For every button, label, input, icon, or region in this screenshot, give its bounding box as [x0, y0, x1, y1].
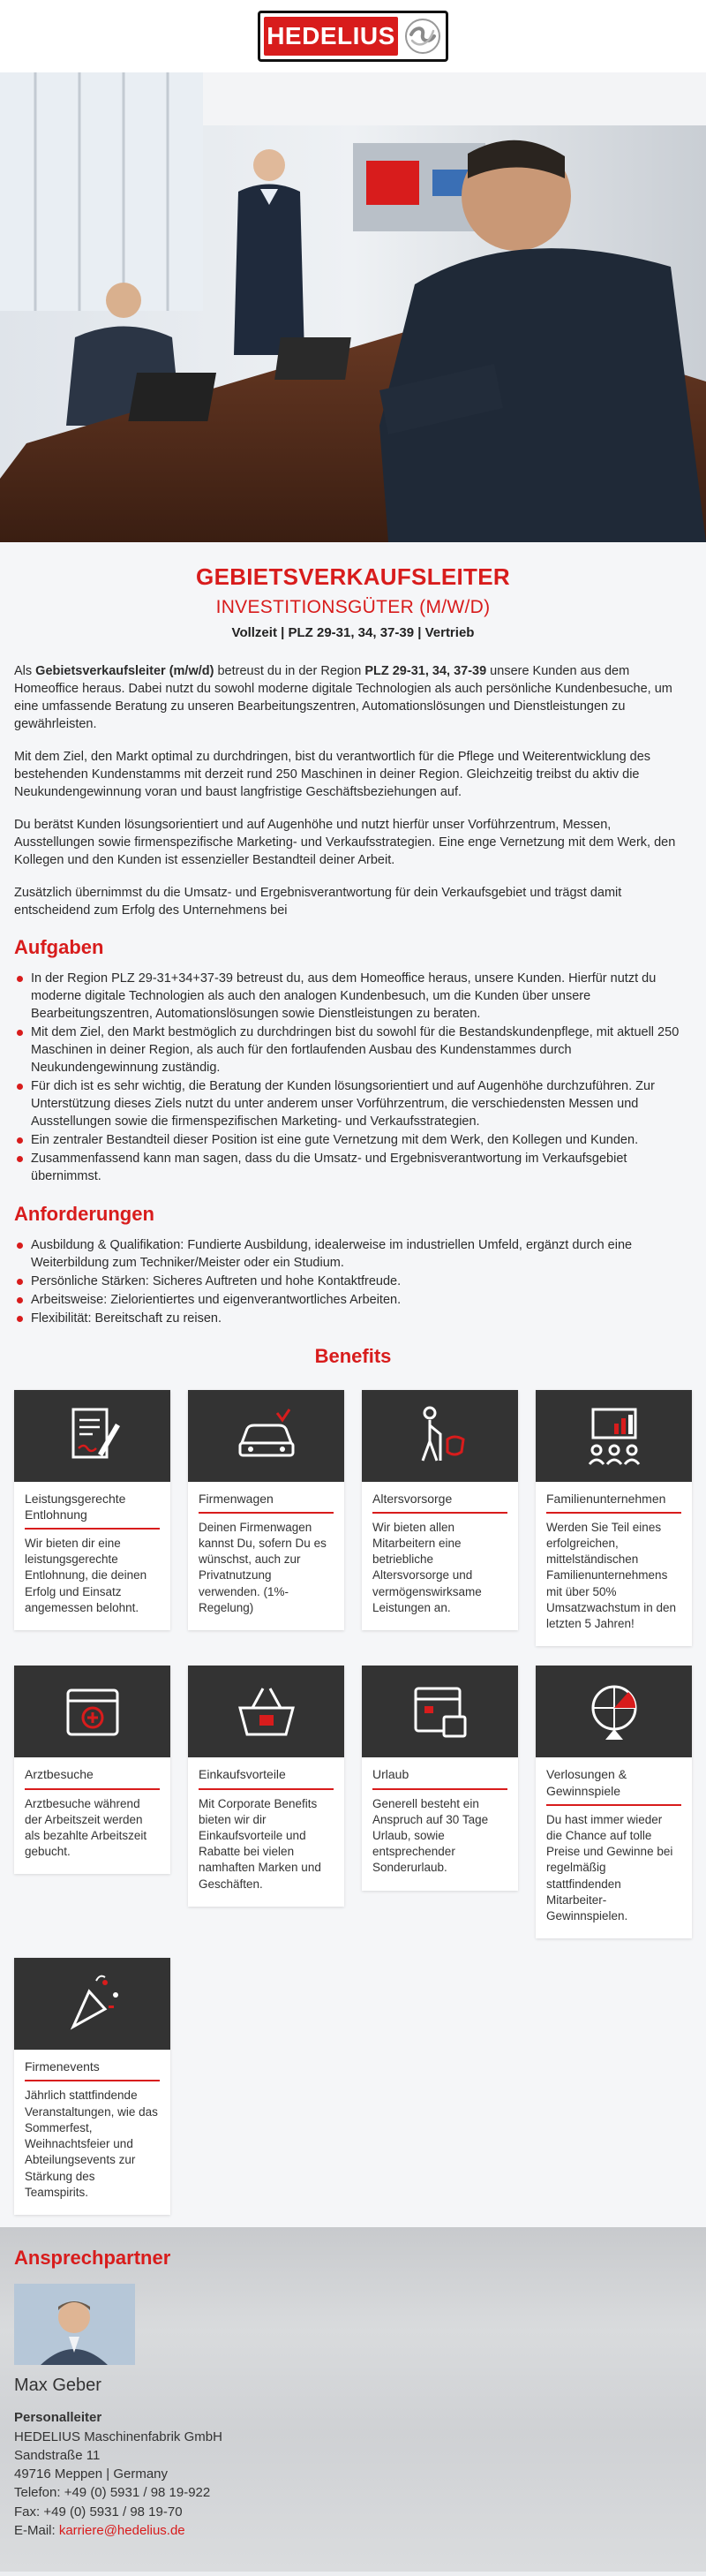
anforderungen-heading: Anforderungen	[14, 1202, 154, 1225]
benefit-image	[14, 1666, 170, 1757]
avatar	[14, 2284, 135, 2365]
job-title-block	[0, 542, 706, 650]
contact-company: HEDELIUS Maschinenfabrik GmbH	[14, 2429, 222, 2444]
job-subtitle: INVESTITIONSGÜTER (M/W/D)	[215, 596, 491, 617]
benefit-title: Arztbesuche	[25, 1766, 160, 1789]
intro-paragraph-4: Zusätzlich übernimmst du die Umsatz- und Ergebnisverantwortung für dein Verkaufsgebiet und trägst damit entscheidend zum Erfolg des Unternehmens bei	[14, 885, 622, 918]
benefit-image	[188, 1390, 344, 1482]
contact-heading: Ansprechpartner	[14, 2246, 171, 2269]
benefit-text: Mit Corporate Benefits bieten wir dir Einkaufsvorteile und Rabatte bei vielen namhaften Marken und Geschäften.	[199, 1796, 321, 1891]
benefit-text: Wir bieten allen Mitarbeitern eine betriebliche Altersvorsorge und vermögenswirksame Leistungen an.	[372, 1520, 482, 1614]
intro-paragraph-2: Mit dem Ziel, den Markt optimal zu durchdringen, bist du verantwortlich für die Pflege und Weiterentwicklung des bestehenden Kundenstamms mit derzeit rund 250 Maschinen in deiner Region. Gleichzeitig treibst du aktiv die Neukundengewinnung voran und baust langfristige Geschäftsbeziehungen auf.	[14, 749, 651, 799]
benefit-card	[536, 1666, 692, 1938]
contact-email-link[interactable]: karriere@hedelius.de	[58, 2523, 185, 2539]
benefit-title: Firmenwagen	[199, 1491, 334, 1514]
shopping-basket-icon	[228, 1673, 305, 1750]
list-item: Ein zentraler Bestandteil dieser Position ist eine gute Vernetzung mit dem Werk, den Kollegen und Kunden.	[14, 1131, 692, 1149]
benefit-card	[536, 1390, 692, 1647]
meeting-room-photo	[0, 72, 706, 542]
company-car-icon	[228, 1397, 305, 1475]
aufgaben-list	[14, 970, 692, 1185]
logo-mark-icon	[403, 17, 442, 56]
benefit-title: Familienunternehmen	[546, 1491, 681, 1514]
benefit-card	[188, 1666, 344, 1907]
benefit-image	[14, 1958, 170, 2050]
benefit-title: Urlaub	[372, 1766, 507, 1789]
benefit-card	[14, 1958, 170, 2215]
benefit-text: Arztbesuche während der Arbeitszeit werden als bezahlte Arbeitszeit gebucht.	[25, 1796, 147, 1859]
benefit-image	[188, 1666, 344, 1757]
job-description	[0, 650, 706, 2215]
intro-text: Als	[14, 663, 36, 678]
benefit-text: Jährlich stattfindende Veranstaltungen, wie das Sommerfest, Weihnachtsfeier und Abteilungsevents zur Stärkung des Teamspirits.	[25, 2089, 158, 2199]
intro-text: unsere Kunden aus dem Homeoffice heraus. Dabei nutzt du sowohl moderne digitale Technologien als auch persönliche Kundenbesuche, um eine umfassende Beratung zu unseren Bearbeitungszentren, Automationslösungen und Dienstleistungen zu gewährleisten.	[14, 663, 672, 731]
benefit-title: Leistungsgerechte Entlohnung	[25, 1491, 160, 1530]
benefit-image	[536, 1390, 692, 1482]
intro-paragraph-1	[14, 662, 692, 733]
contact-role: Personalleiter	[14, 2409, 102, 2425]
benefit-text: Deinen Firmenwagen kannst Du, sofern Du es wünschst, auch zur Privatnutzung verwenden. (1%-Regelung)	[199, 1520, 327, 1614]
list-item: Für dich ist es sehr wichtig, die Beratung der Kunden lösungsorientiert und auf Augenhöhe durchzuführen. Zur Unterstützung dieses Ziels nutzt du unter anderem unser Vorführzentrum, die verschiedensten Messen und Ausstellungen sowie die firmenspezifischen Marketing- und Verkaufsstrategien.	[14, 1077, 692, 1130]
header	[0, 0, 706, 72]
list-item: Flexibilität: Bereitschaft zu reisen.	[14, 1310, 692, 1327]
benefits-grid	[14, 1390, 692, 2215]
party-popper-icon	[54, 1965, 131, 2043]
logo-text: HEDELIUS	[264, 17, 398, 56]
benefit-title: Altersvorsorge	[372, 1491, 507, 1514]
benefit-text: Du hast immer wieder die Chance auf tolle Preise und Gewinne bei regelmäßig stattfindenden Mitarbeiter-Gewinnspielen.	[546, 1812, 673, 1923]
benefit-card	[362, 1390, 518, 1631]
list-item: Zusammenfassend kann man sagen, dass du die Umsatz- und Ergebnisverantwortung im Verkaufsgebiet übernimmst.	[14, 1150, 692, 1185]
benefit-image	[362, 1666, 518, 1757]
brand-logo[interactable]	[258, 11, 448, 62]
contact-phone: Telefon: +49 (0) 5931 / 98 19-922	[14, 2485, 211, 2501]
hero-image	[0, 72, 706, 542]
contact-email-line	[14, 2521, 692, 2540]
pension-icon	[402, 1397, 479, 1475]
contact-name: Max Geber	[14, 2376, 101, 2396]
benefit-text: Werden Sie Teil eines erfolgreichen, mittelständischen Familienunternehmens mit über 50% Umsatzwachstum in den letzten 5 Jahren!	[546, 1520, 677, 1631]
intro-text: betreust du in der Region	[214, 663, 365, 678]
benefit-text: Generell besteht ein Anspruch auf 30 Tage Urlaub, sowie entsprechender Sonderurlaub.	[372, 1796, 489, 1875]
contact-city: 49716 Meppen | Germany	[14, 2466, 169, 2482]
intro-role-bold: Gebietsverkaufsleiter (m/w/d)	[35, 663, 214, 678]
benefit-card	[188, 1390, 344, 1631]
family-business-icon	[575, 1397, 653, 1475]
doctor-appointment-icon	[54, 1673, 131, 1750]
anforderungen-list	[14, 1236, 692, 1327]
contact-section	[0, 2227, 706, 2572]
intro-region-bold: PLZ 29-31, 34, 37-39	[364, 663, 487, 678]
benefit-card	[14, 1666, 170, 1874]
job-title: GEBIETSVERKAUFSLEITER	[196, 563, 510, 590]
benefit-image	[14, 1390, 170, 1482]
list-item: Arbeitsweise: Zielorientiertes und eigenverantwortliches Arbeiten.	[14, 1291, 692, 1309]
benefit-card	[14, 1390, 170, 1630]
list-item: In der Region PLZ 29-31+34+37-39 betreust du, aus dem Homeoffice heraus, unsere Kunden. Hierfür nutzt du moderne digitale Technologien als auch den analogen Kundenbesuch, um die Kunden über unsere Bearbeitungszentren, Automationslösungen sowie Dienstleistungen zu beraten.	[14, 970, 692, 1023]
benefit-title: Einkaufsvorteile	[199, 1766, 334, 1789]
benefit-card	[362, 1666, 518, 1890]
contact-street: Sandstraße 11	[14, 2447, 101, 2463]
contact-fax: Fax: +49 (0) 5931 / 98 19-70	[14, 2504, 183, 2519]
vacation-calendar-icon	[402, 1673, 479, 1750]
aufgaben-heading: Aufgaben	[14, 935, 104, 958]
benefit-text: Wir bieten dir eine leistungsgerechte Entlohnung, die deinen Erfolg und Einsatz angemessen belohnt.	[25, 1536, 147, 1614]
list-item: Ausbildung & Qualifikation: Fundierte Ausbildung, idealerweise im industriellen Umfeld, ergänzt durch eine Weiterbildung zum Techniker/Meister oder ein Studium.	[14, 1236, 692, 1272]
benefit-image	[536, 1666, 692, 1757]
prize-wheel-icon	[575, 1673, 653, 1750]
intro-paragraph-3: Du berätst Kunden lösungsorientiert und auf Augenhöhe und nutzt hierfür unser Vorführzentrum, Messen, Ausstellungen sowie firmenspezifische Marketing- und Verkaufsstrategien. Eine enge Vernetzung mit dem Werk, den Kollegen und den Kunden ist essenzieller Bestandteil deiner Arbeit.	[14, 817, 676, 867]
contact-email-label: E-Mail:	[14, 2523, 59, 2539]
benefit-image	[362, 1390, 518, 1482]
contract-pen-icon	[54, 1397, 131, 1475]
job-meta: Vollzeit | PLZ 29-31, 34, 37-39 | Vertrieb	[231, 624, 475, 640]
list-item: Persönliche Stärken: Sicheres Auftreten und hohe Kontaktfreude.	[14, 1273, 692, 1290]
benefits-heading: Benefits	[314, 1345, 392, 1368]
list-item: Mit dem Ziel, den Markt bestmöglich zu durchdringen bist du sowohl für die Bestandskundenpflege, mit aktuell 250 Maschinen in deiner Region, als auch für den fortlaufenden Ausbau des Kundenstammes durch Neukundengewinnung zuständig.	[14, 1024, 692, 1076]
benefit-title: Firmenevents	[25, 2059, 160, 2081]
benefit-title: Verlosungen & Gewinnspiele	[546, 1766, 681, 1805]
